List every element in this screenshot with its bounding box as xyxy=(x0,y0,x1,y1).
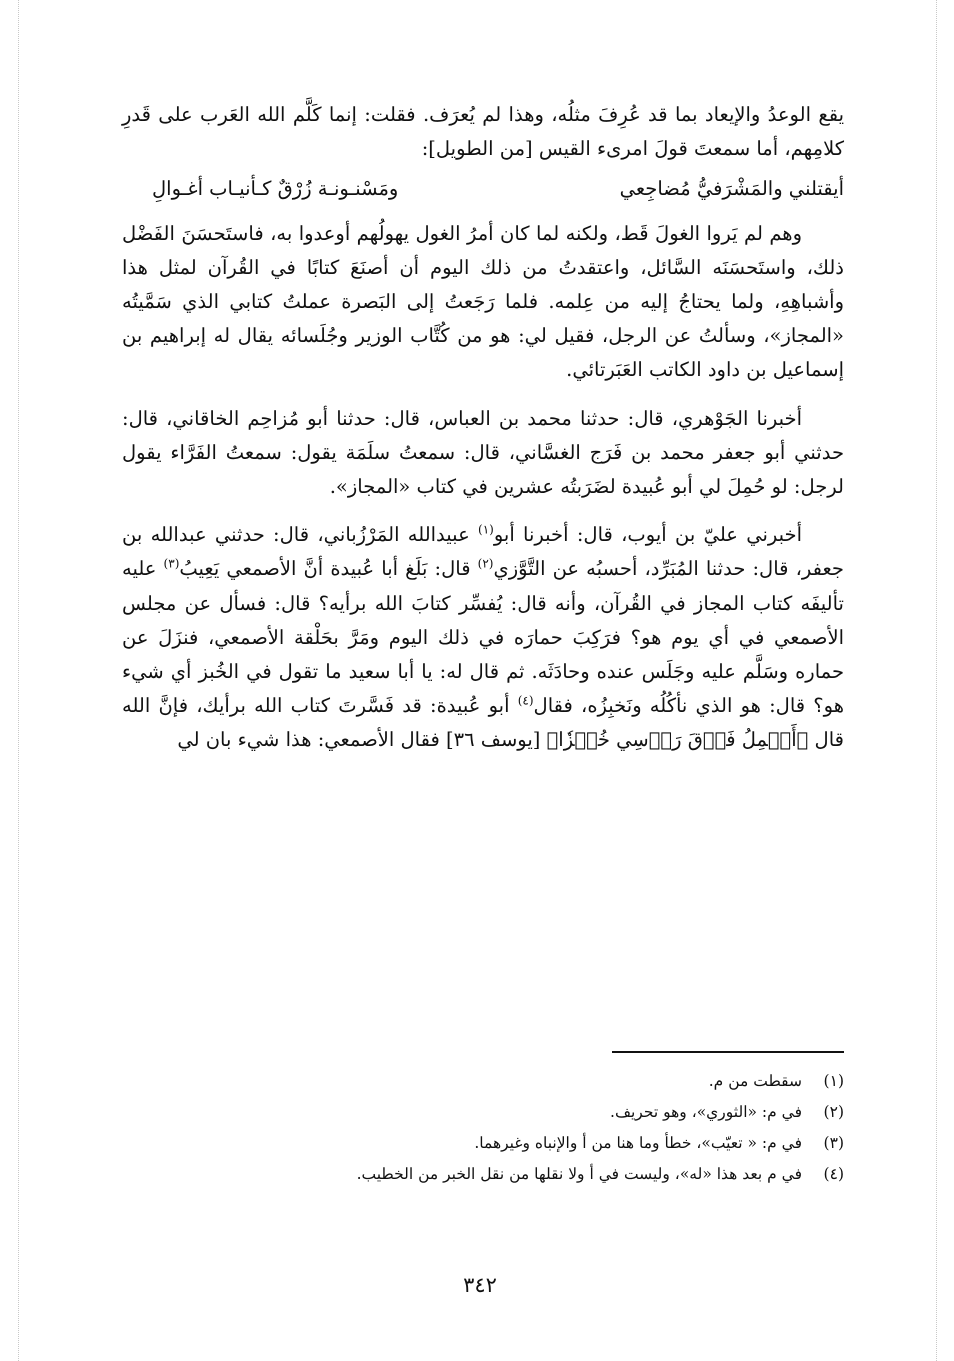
paragraph-asmai-part1: أخبرني عليّ بن أيوب، قال: أخبرنا أبو xyxy=(493,523,802,547)
footnote-separator-rule xyxy=(612,1051,844,1053)
footnote-text: في م بعد هذا «له»، وليست في أ ولا نقلها من نقل الخبر من الخطيب. xyxy=(356,1165,802,1183)
main-text xyxy=(122,98,844,758)
footnote-marker-2[interactable]: (٢) xyxy=(477,556,494,571)
footnote-item xyxy=(180,1128,844,1159)
page-number: ٣٤٢ xyxy=(463,1273,497,1297)
right-margin-scan-dots xyxy=(936,0,937,1361)
paragraph-asmai-part2: عبيدالله المَرْزُباني، قال: حدثني عبدالله بن جعفر، قال: حدثنا المُبَرِّد، أحسبُه عن التَّوَّزي xyxy=(122,523,844,581)
paragraph-asmai-part5: أبو عُبيدة: قد فَسَّرتَ كتاب الله برأيك، فإنَّ الله قال ﴿أَحۡمِلُ فَوۡقَ رَأۡسِي خُبۡزٗا﴾ [يوسف ٣٦] فقال الأصمعي: هذا شيء بان لي xyxy=(122,694,844,752)
footnote-text: في م: « تعيّب»، خطأ وما هنا من أ والإنباه وغيرهما. xyxy=(474,1134,802,1152)
poetry-verse xyxy=(122,172,844,206)
footnote-number: (٣) xyxy=(823,1134,844,1152)
paragraph-jawhari: أخبرنا الجَوْهري، قال: حدثنا محمد بن العباس، قال: حدثنا أبو مُزاحِم الخاقاني، قال: حدثني أبو جعفر محمد بن فَرَج الغسَّاني، قال: سمعتُ سلَمَة يقول: سمعتُ الفَرَّاء يقول لرجل: لو حُمِلَ لي أبو عُبيدة لضَرَبتُه عشرين في كتاب «المجاز». xyxy=(122,406,844,499)
footnote-number: (١) xyxy=(823,1072,844,1090)
verse-first-hemistich: أيقتلني والمَشْرَفيُّ مُضاجِعي xyxy=(619,177,844,201)
footnote-number: (٤) xyxy=(823,1165,844,1183)
footnote-item xyxy=(180,1066,844,1097)
intro-paragraph: يقع الوعدُ والإيعاد بما قد عُرِفَ مثلُه، وهذا لم يُعرَف. فقلت: إنما كَلَّم الله العَرب على قَدرِ كلامِهم، أما سمعتَ قولَ امرىء القيس [من الطويل]: xyxy=(122,103,844,161)
paragraph-ghoul: وهم لم يَروا الغولَ قَط، ولكنه لما كان أمرُ الغول يهولُهم أوعدوا به، فاستَحسَنَ الفَضْل ذلك، واستَحسَنَه السَّائل، واعتقدتُ من ذلك اليوم أن أصنَعَ كتابًا في القُرآن لمثل هذا وأشباهِهِ، ولما يحتاجُ إليه من عِلمه. فلما رَجَعتُ إلى البَصرة عملتُ كتابي الذي سَمَّيتُه «المجاز»، وسألتُ عن الرجل، فقيل لي: هو من كُتَّاب الوزير وجُلَسائه يقال له إبراهيم بن إسماعيل بن داود الكاتب العَبَرتائي. xyxy=(122,221,844,382)
footnote-text: في م: «الثوري»، وهو تحريف. xyxy=(610,1103,802,1121)
footnote-marker-4[interactable]: (٤) xyxy=(517,693,534,708)
left-margin-scan-dots xyxy=(18,0,19,1361)
footnote-marker-3[interactable]: (٣) xyxy=(163,556,180,571)
footnote-item xyxy=(180,1159,844,1190)
footnotes-section xyxy=(180,1066,844,1190)
verse-second-hemistich: ومَسْنـونـة زُرْقٌ كـأنيـاب أغـوالِ xyxy=(152,177,399,201)
paragraph-asmai-part3: قال: بَلَغ أبا عُبيدة أنَّ الأصمعي يَعِيبُ xyxy=(179,557,478,581)
footnote-item xyxy=(180,1097,844,1128)
footnote-marker-1[interactable]: (١) xyxy=(478,522,494,537)
footnote-number: (٢) xyxy=(823,1103,844,1121)
footnote-text: سقطت من م. xyxy=(708,1072,802,1090)
paragraph-asmai-part4: عليه تأليفَه كتاب المجاز في القُرآن، وأنه قال: يُفسِّر كتابَ الله برأيه؟ قال: فسأل عن مجلس الأصمعي في أي يوم هو؟ فرَكِبَ حمارَه في ذلك اليوم ومَرَّ بحَلْقة الأصمعي، فنزَلَ عن حماره وسَلَّم عليه وجَلَس عنده وحادَثَه. ثم قال له: يا أبا سعيد ما تقول في الخُبز أي شيء هو؟ قال: هو الذي نأكُلُه ونَخبِزُه، فقال xyxy=(122,557,844,718)
paragraph-asmai xyxy=(122,518,844,757)
